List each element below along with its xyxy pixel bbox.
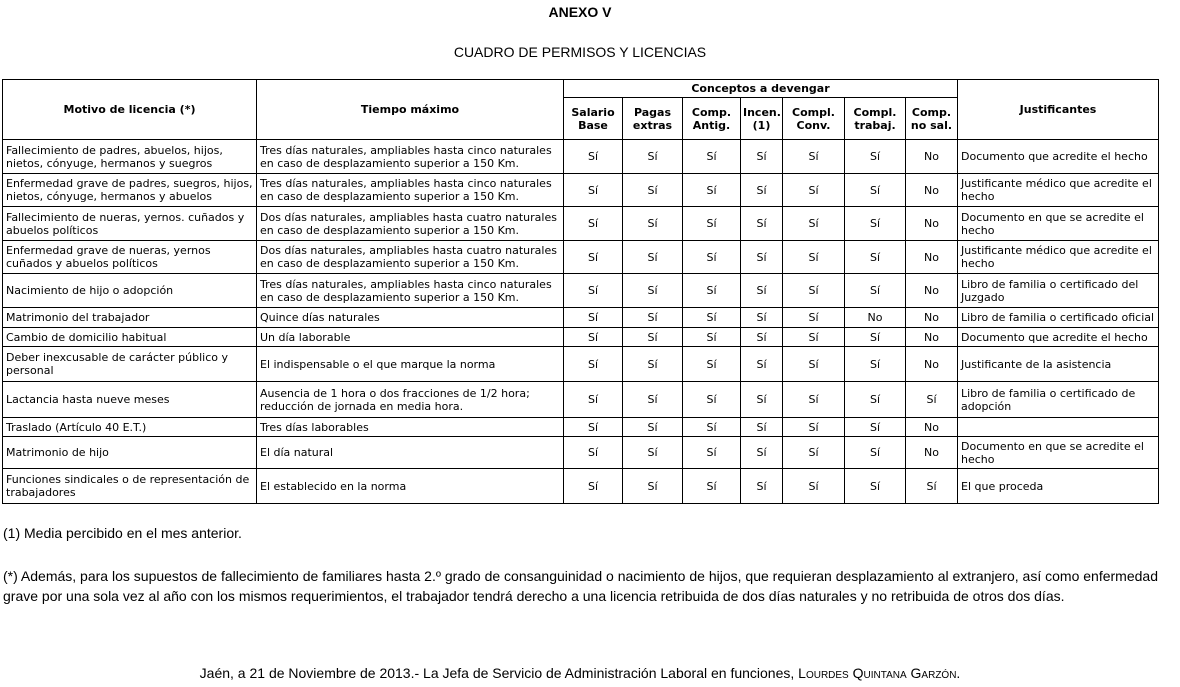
cell-concepto-value: No [906,418,958,437]
cell-concepto-value: Sí [564,207,623,241]
licences-table [2,79,1159,504]
cell-concepto-value: Sí [623,382,683,418]
header-justificantes: Justificantes [958,80,1159,140]
cell-concepto-value: Sí [683,274,741,308]
cell-concepto-value: Sí [741,382,783,418]
cell-justificante: Justificante de la asistencia [958,347,1159,382]
cell-concepto-value: Sí [783,241,845,274]
cell-concepto-value: Sí [683,241,741,274]
cell-concepto-value: Sí [783,140,845,174]
cell-justificante: Justificante médico que acredite el hecho [958,241,1159,274]
table-row [3,308,1159,328]
cell-tiempo: Tres días naturales, ampliables hasta cinco naturales en caso de desplazamiento superior a 150 Km. [257,140,564,174]
cell-motivo: Lactancia hasta nueve meses [3,382,257,418]
header-comp-antig: Comp. Antig. [683,98,741,140]
cell-concepto-value: Sí [906,469,958,504]
cell-justificante: Libro de familia o certificado de adopción [958,382,1159,418]
table-row [3,469,1159,504]
header-compl-trabaj: Compl. trabaj. [845,98,906,140]
header-salario-base: Salario Base [564,98,623,140]
footnote-2: (*) Además, para los supuestos de fallecimiento de familiares hasta 2.º grado de consanguinidad o nacimiento de hijos, que requieran desplazamiento al extranjero, así como enfermedad grave por una sola vez al año con los mismos requerimientos, el trabajador tendrá derecho a una licencia retribuida de dos días naturales y no retribuida de otros dos días. [3,568,1158,604]
cell-concepto-value: No [845,308,906,328]
cell-motivo: Fallecimiento de padres, abuelos, hijos, nietos, cónyuge, hermanos y suegros [3,140,257,174]
cell-concepto-value: Sí [564,469,623,504]
cell-justificante: Libro de familia o certificado del Juzgado [958,274,1159,308]
cell-concepto-value: Sí [683,328,741,347]
table-row [3,274,1159,308]
cell-motivo: Nacimiento de hijo o adopción [3,274,257,308]
cell-concepto-value: Sí [683,174,741,207]
signature-line [0,665,1160,681]
cell-motivo: Matrimonio del trabajador [3,308,257,328]
header-comp-no-sal: Comp. no sal. [906,98,958,140]
cell-concepto-value: Sí [623,274,683,308]
cell-concepto-value: Sí [564,308,623,328]
cell-concepto-value: Sí [783,174,845,207]
cell-tiempo: Dos días naturales, ampliables hasta cuatro naturales en caso de desplazamiento superior a 150 Km. [257,241,564,274]
cell-concepto-value: Sí [564,328,623,347]
cell-tiempo: Ausencia de 1 hora o dos fracciones de 1/2 hora; reducción de jornada en media hora. [257,382,564,418]
cell-justificante [958,418,1159,437]
cell-concepto-value: Sí [564,140,623,174]
cell-concepto-value: Sí [564,174,623,207]
cell-concepto-value: Sí [741,241,783,274]
cell-motivo: Cambio de domicilio habitual [3,328,257,347]
document-subtitle: CUADRO DE PERMISOS Y LICENCIAS [453,44,707,60]
cell-motivo: Matrimonio de hijo [3,437,257,469]
cell-concepto-value: Sí [845,140,906,174]
cell-concepto-value: Sí [783,382,845,418]
cell-concepto-value: Sí [906,382,958,418]
cell-concepto-value: Sí [564,418,623,437]
cell-concepto-value: Sí [783,274,845,308]
cell-concepto-value: Sí [564,274,623,308]
cell-concepto-value: Sí [623,308,683,328]
cell-concepto-value: Sí [741,328,783,347]
cell-justificante: Libro de familia o certificado oficial [958,308,1159,328]
cell-tiempo: Un día laborable [257,328,564,347]
table-row [3,207,1159,241]
header-tiempo: Tiempo máximo [257,80,564,140]
cell-concepto-value: Sí [845,418,906,437]
cell-justificante: Documento que acredite el hecho [958,328,1159,347]
cell-justificante: Justificante médico que acredite el hecho [958,174,1159,207]
cell-tiempo: Quince días naturales [257,308,564,328]
cell-concepto-value: Sí [783,469,845,504]
cell-concepto-value: No [906,437,958,469]
cell-concepto-value: Sí [623,241,683,274]
cell-motivo: Fallecimiento de nueras, yernos. cuñados y abuelos políticos [3,207,257,241]
cell-tiempo: El establecido en la norma [257,469,564,504]
cell-concepto-value: Sí [564,437,623,469]
cell-concepto-value: No [906,174,958,207]
cell-concepto-value: No [906,140,958,174]
cell-concepto-value: Sí [683,437,741,469]
cell-concepto-value: Sí [623,328,683,347]
cell-concepto-value: No [906,308,958,328]
cell-concepto-value: No [906,328,958,347]
cell-concepto-value: Sí [741,140,783,174]
cell-justificante: Documento en que se acredite el hecho [958,437,1159,469]
cell-concepto-value: Sí [564,241,623,274]
cell-concepto-value: Sí [845,328,906,347]
table-row [3,347,1159,382]
cell-motivo: Enfermedad grave de padres, suegros, hijos, nietos, cónyuge, hermanos y abuelos [3,174,257,207]
cell-concepto-value: Sí [623,140,683,174]
cell-concepto-value: Sí [783,207,845,241]
header-conceptos: Conceptos a devengar [564,80,958,98]
cell-motivo: Traslado (Artículo 40 E.T.) [3,418,257,437]
table-row [3,140,1159,174]
cell-concepto-value: Sí [683,469,741,504]
signature-name: Lourdes Quintana Garzón. [798,665,961,681]
cell-concepto-value: Sí [683,140,741,174]
cell-concepto-value: Sí [741,174,783,207]
cell-concepto-value: Sí [623,347,683,382]
table-row [3,174,1159,207]
cell-concepto-value: Sí [683,382,741,418]
table-row [3,328,1159,347]
table-row [3,418,1159,437]
cell-concepto-value: Sí [623,207,683,241]
annex-title: ANEXO V [548,4,612,20]
table-row [3,241,1159,274]
cell-motivo: Enfermedad grave de nueras, yernos cuñados y abuelos políticos [3,241,257,274]
cell-concepto-value: No [906,241,958,274]
cell-concepto-value: Sí [741,308,783,328]
cell-concepto-value: Sí [783,308,845,328]
signature-text: Jaén, a 21 de Noviembre de 2013.- La Jefa de Servicio de Administración Laboral en funciones, [199,665,799,681]
table-row [3,437,1159,469]
cell-motivo: Funciones sindicales o de representación de trabajadores [3,469,257,504]
cell-concepto-value: Sí [783,347,845,382]
cell-tiempo: Dos días naturales, ampliables hasta cuatro naturales en caso de desplazamiento superior a 150 Km. [257,207,564,241]
header-compl-conv: Compl. Conv. [783,98,845,140]
cell-concepto-value: Sí [741,274,783,308]
cell-concepto-value: No [906,274,958,308]
table-row [3,382,1159,418]
cell-concepto-value: Sí [845,207,906,241]
cell-concepto-value: Sí [783,437,845,469]
cell-tiempo: El día natural [257,437,564,469]
cell-concepto-value: Sí [783,418,845,437]
cell-concepto-value: Sí [845,274,906,308]
cell-tiempo: Tres días laborables [257,418,564,437]
cell-concepto-value: Sí [741,418,783,437]
cell-justificante: Documento que acredite el hecho [958,140,1159,174]
cell-concepto-value: Sí [683,207,741,241]
cell-concepto-value: Sí [783,328,845,347]
cell-concepto-value: Sí [845,469,906,504]
cell-concepto-value: Sí [683,308,741,328]
cell-concepto-value: Sí [623,174,683,207]
cell-concepto-value: Sí [623,437,683,469]
cell-concepto-value: Sí [845,437,906,469]
header-pagas-extras: Pagas extras [623,98,683,140]
cell-concepto-value: No [906,347,958,382]
cell-concepto-value: Sí [683,347,741,382]
cell-concepto-value: Sí [623,418,683,437]
cell-concepto-value: Sí [845,174,906,207]
cell-concepto-value: Sí [845,241,906,274]
cell-concepto-value: Sí [741,437,783,469]
cell-concepto-value: Sí [741,469,783,504]
cell-tiempo: El indispensable o el que marque la norma [257,347,564,382]
cell-justificante: El que proceda [958,469,1159,504]
cell-concepto-value: Sí [741,347,783,382]
footnote-1: (1) Media percibido en el mes anterior. [3,525,242,541]
cell-concepto-value: Sí [683,418,741,437]
header-incen: Incen. (1) [741,98,783,140]
cell-concepto-value: Sí [564,347,623,382]
cell-concepto-value: Sí [845,347,906,382]
cell-concepto-value: No [906,207,958,241]
cell-motivo: Deber inexcusable de carácter público y personal [3,347,257,382]
cell-concepto-value: Sí [741,207,783,241]
cell-concepto-value: Sí [623,469,683,504]
cell-tiempo: Tres días naturales, ampliables hasta cinco naturales en caso de desplazamiento superior a 150 Km. [257,174,564,207]
cell-concepto-value: Sí [845,382,906,418]
cell-concepto-value: Sí [564,382,623,418]
cell-tiempo: Tres días naturales, ampliables hasta cinco naturales en caso de desplazamiento superior a 150 Km. [257,274,564,308]
cell-justificante: Documento en que se acredite el hecho [958,207,1159,241]
header-motivo: Motivo de licencia (*) [3,80,257,140]
